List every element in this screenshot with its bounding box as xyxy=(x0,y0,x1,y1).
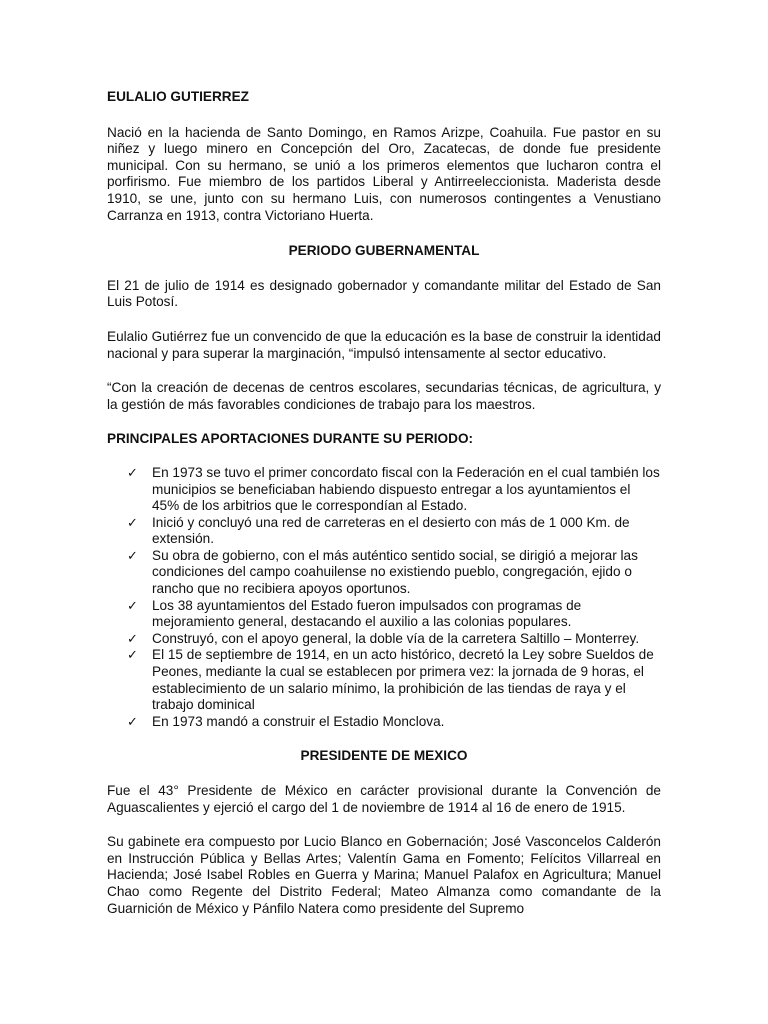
list-item-text: Construyó, con el apoyo general, la doble vía de la carretera Saltillo – Monterrey. xyxy=(152,630,640,646)
list-item-text: Su obra de gobierno, con el más auténtico sentido social, se dirigió a mejorar las condiciones del campo coahuilense no existiendo pueblo, congregación, ejido o rancho que no recibiera apoyos oportunos. xyxy=(152,547,638,597)
list-item-text: En 1973 mandó a construir el Estadio Monclova. xyxy=(152,713,445,729)
intro-paragraph: Nació en la hacienda de Santo Domingo, en Ramos Arizpe, Coahuila. Fue pastor en su niñez y luego minero en Concepción del Oro, Zacatecas, de donde fue presidente municipal. Con su hermano, se unió a los primeros elementos que lucharon contra el porfirismo. Fue miembro de los partidos Liberal y Antirreeleccionista. Maderista desde 1910, se une, junto con su hermano Luis, con numerosos contingentes a Venustiano Carranza en 1913, contra Victoriano Huerta. xyxy=(107,124,661,223)
list-item-text: El 15 de septiembre de 1914, en un acto histórico, decretó la Ley sobre Sueldos de Peones, mediante la cual se establecen por primera vez: la jornada de 9 horas, el establecimiento de un salario mínimo, la prohibición de las tiendas de raya y el trabajo dominical xyxy=(152,647,654,713)
checkmark-icon: ✓ xyxy=(127,630,138,646)
list-item xyxy=(107,548,661,598)
list-item xyxy=(107,714,661,731)
checkmark-icon: ✓ xyxy=(127,547,138,563)
contributions-list xyxy=(107,465,661,731)
paragraph-designation: El 21 de julio de 1914 es designado gobernador y comandante militar del Estado de San Luis Potosí. xyxy=(107,277,661,310)
checkmark-icon: ✓ xyxy=(127,647,138,663)
list-item-text: Los 38 ayuntamientos del Estado fueron impulsados con programas de mejoramiento general, destacando el auxilio a las colonias populares. xyxy=(152,597,582,630)
paragraph-presidency: Fue el 43° Presidente de México en carácter provisional durante la Convención de Aguascalientes y ejerció el cargo del 1 de noviembre de 1914 al 16 de enero de 1915. xyxy=(107,783,661,815)
section-heading-principales-aportaciones: PRINCIPALES APORTACIONES DURANTE SU PERIODO: xyxy=(107,431,474,447)
paragraph-education: Eulalio Gutiérrez fue un convencido de que la educación es la base de construir la identidad nacional y para superar la marginación, “impulsó intensamente al sector educativo. xyxy=(107,328,661,361)
list-item xyxy=(107,515,661,548)
checkmark-icon: ✓ xyxy=(127,464,138,480)
list-item xyxy=(107,465,661,515)
list-item-text: Inició y concluyó una red de carreteras en el desierto con más de 1 000 Km. de extensión. xyxy=(152,514,630,547)
document-title: EULALIO GUTIERREZ xyxy=(107,89,249,104)
section-heading-periodo-gubernamental: PERIODO GUBERNAMENTAL xyxy=(288,243,480,259)
list-item xyxy=(107,647,661,713)
section-heading-presidente-de-mexico: PRESIDENTE DE MEXICO xyxy=(300,748,468,764)
list-item xyxy=(107,631,661,648)
list-item xyxy=(107,598,661,631)
list-item-text: En 1973 se tuvo el primer concordato fiscal con la Federación en el cual también los municipios se beneficiaban habiendo dispuesto entregar a los ayuntamientos el 45% de los arbitrios que le correspondían al Estado. xyxy=(152,464,660,514)
paragraph-cabinet: Su gabinete era compuesto por Lucio Blanco en Gobernación; José Vasconcelos Calderón en Instrucción Pública y Bellas Artes; Valentín Gama en Fomento; Felícitos Villarreal en Hacienda; José Isabel Robles en Guerra y Marina; Manuel Palafox en Agricultura; Manuel Chao como Regente del Distrito Federal; Mateo Almanza como comandante de la Guarnición de México y Pánfilo Natera como presidente del Supremo xyxy=(107,834,661,916)
checkmark-icon: ✓ xyxy=(127,597,138,613)
checkmark-icon: ✓ xyxy=(127,713,138,729)
paragraph-schools: “Con la creación de decenas de centros escolares, secundarias técnicas, de agricultura, y la gestión de más favorables condiciones de trabajo para los maestros. xyxy=(107,380,661,412)
document-page xyxy=(107,89,661,917)
checkmark-icon: ✓ xyxy=(127,514,138,530)
